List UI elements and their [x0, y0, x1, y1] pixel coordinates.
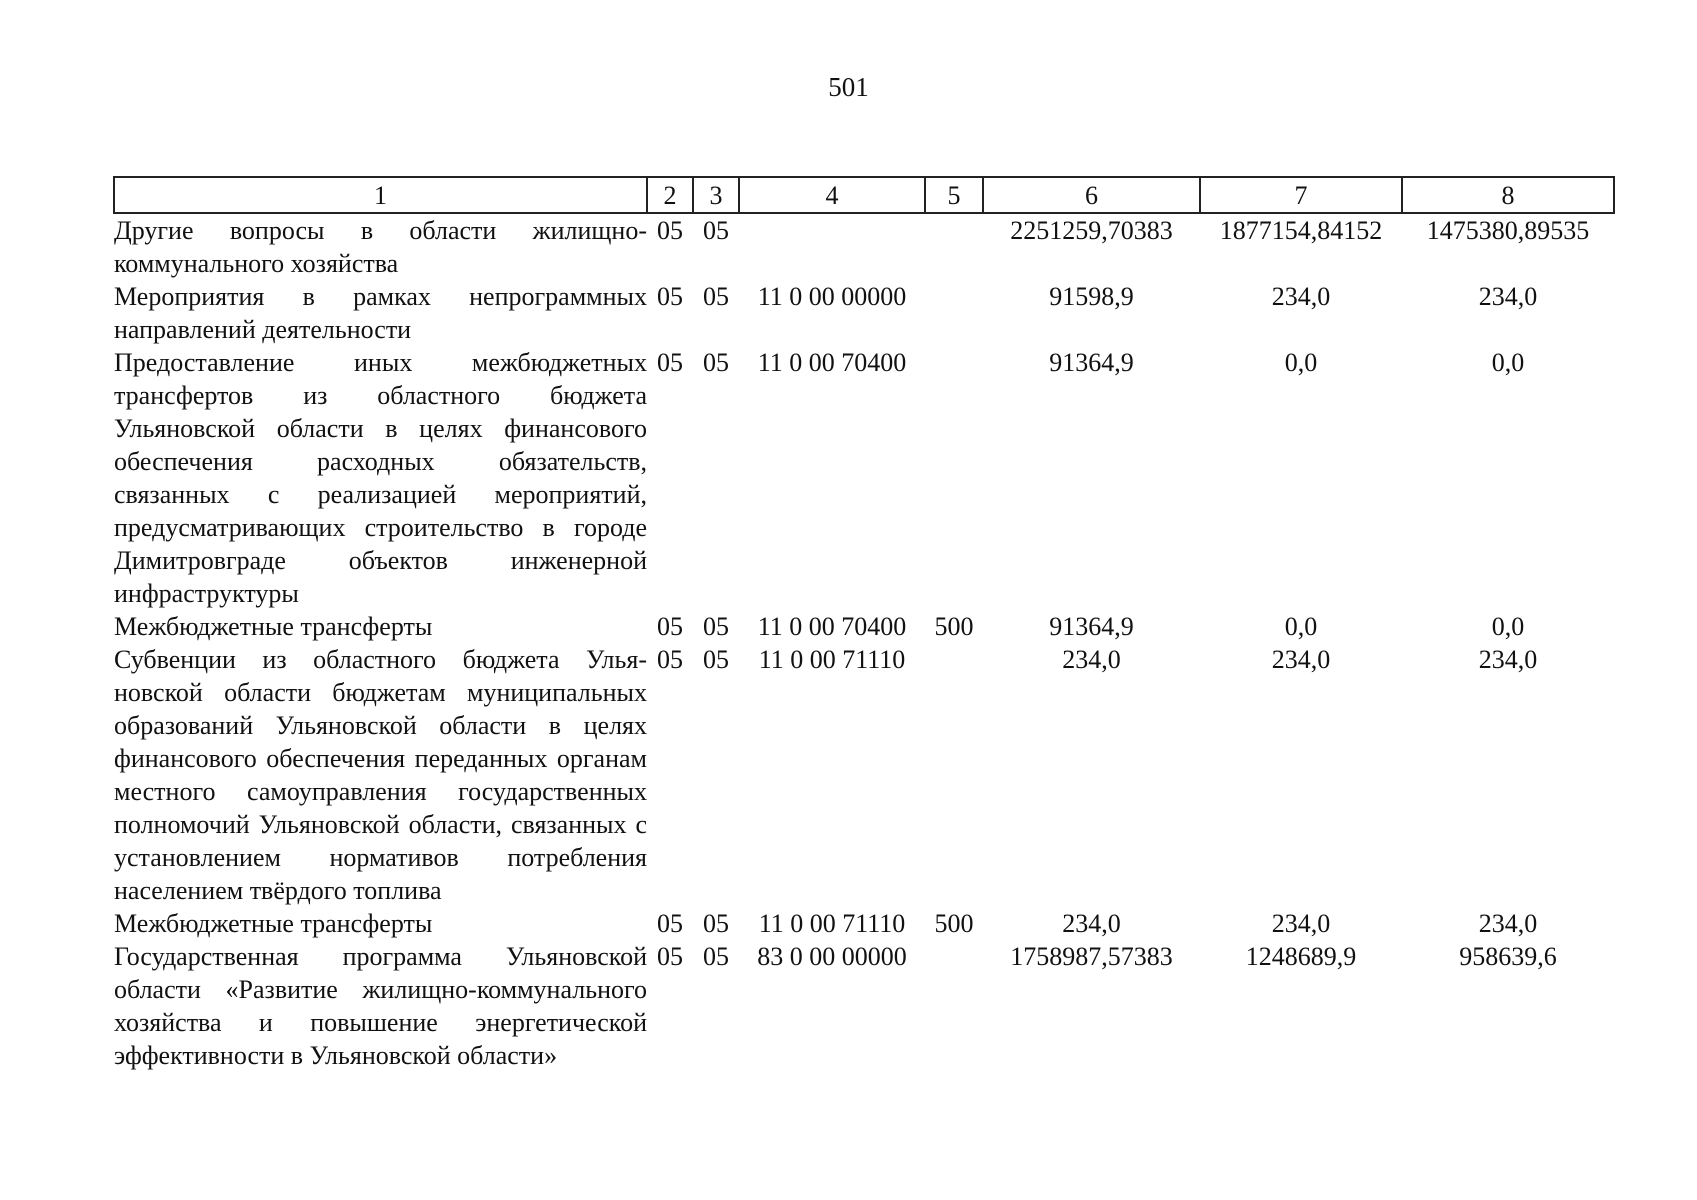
budget-table	[113, 176, 1615, 1072]
row-name: Предоставление иных межбюджетных трансфертов из областного бюджета Ульяновской области в целях финансового обеспечения расходных обязательств, связанных с реализацией мероприятий, предусматривающих строительство в городе Димитровграде объектов инженерной инфраструктуры	[114, 348, 647, 608]
row-name: Другие вопросы в области жилищно-коммунального хозяйства	[114, 216, 647, 278]
row-value-8: 234,0	[1478, 909, 1538, 938]
row-expense-type: 500	[934, 909, 974, 938]
row-subsection: 05	[703, 282, 729, 311]
col-header-5: 5	[925, 177, 983, 213]
row-value-7: 234,0	[1271, 909, 1331, 938]
row-section: 05	[657, 348, 683, 377]
row-expense-type	[925, 940, 983, 1072]
table-row	[114, 643, 1614, 907]
row-name: Субвенции из областного бюджета Ульяновской области бюджетам муниципальных образований Ульяновской области в целях финансового обеспечения переданных органам местного самоуправления государственных полномочий Ульяновской области, связанных с установлением нормативов потребления населением твёрдого топлива	[114, 645, 647, 905]
table-row	[114, 940, 1614, 1072]
table-row	[114, 907, 1614, 940]
table-row	[114, 280, 1614, 346]
row-value-6: 91364,9	[1049, 612, 1134, 641]
row-target-code: 11 0 00 71110	[758, 645, 906, 674]
col-header-6: 6	[983, 177, 1200, 213]
row-value-6: 91364,9	[1049, 348, 1134, 377]
row-expense-type	[925, 346, 983, 610]
row-target-code: 11 0 00 70400	[757, 348, 907, 377]
row-subsection: 05	[703, 909, 729, 938]
row-section: 05	[657, 909, 683, 938]
row-value-7: 234,0	[1271, 282, 1331, 311]
row-value-6: 1758987,57383	[1010, 942, 1173, 971]
row-name: Межбюджетные трансферты	[114, 612, 433, 641]
table-row	[114, 610, 1614, 643]
row-subsection: 05	[703, 942, 729, 971]
row-subsection: 05	[703, 645, 729, 674]
table-row	[114, 213, 1614, 280]
row-subsection: 05	[703, 612, 729, 641]
row-value-8: 0,0	[1491, 612, 1525, 641]
row-expense-type	[925, 643, 983, 907]
row-target-code: 11 0 00 71110	[758, 909, 906, 938]
row-expense-type	[925, 213, 983, 280]
row-target-code: 11 0 00 00000	[757, 282, 907, 311]
row-name: Государственная программа Ульяновской области «Развитие жилищно-коммунального хозяйства и повышение энергетической эффективности в Ульяновской области»	[114, 942, 647, 1070]
col-header-8: 8	[1402, 177, 1614, 213]
row-section: 05	[657, 216, 683, 245]
row-value-7: 1877154,84152	[1219, 216, 1383, 245]
header-row	[114, 177, 1614, 213]
row-value-7: 0,0	[1284, 612, 1318, 641]
row-name: Мероприятия в рамках непрограммных направлений деятельности	[114, 282, 647, 344]
row-value-8: 234,0	[1478, 282, 1538, 311]
row-value-6: 234,0	[1062, 645, 1121, 674]
row-expense-type: 500	[934, 612, 974, 641]
row-subsection: 05	[703, 348, 729, 377]
row-name: Межбюджетные трансферты	[114, 909, 433, 938]
row-section: 05	[657, 282, 683, 311]
col-header-1: 1	[114, 177, 647, 213]
row-section: 05	[657, 942, 683, 971]
row-value-8: 958639,6	[1459, 942, 1557, 971]
row-section: 05	[657, 645, 683, 674]
row-value-8: 1475380,89535	[1426, 216, 1590, 245]
row-value-6: 2251259,70383	[1010, 216, 1173, 245]
row-section: 05	[657, 612, 683, 641]
row-target-code: 11 0 00 70400	[757, 612, 907, 641]
row-value-7: 234,0	[1271, 645, 1331, 674]
col-header-7: 7	[1200, 177, 1402, 213]
row-value-8: 0,0	[1491, 348, 1525, 377]
row-value-8: 234,0	[1478, 645, 1538, 674]
row-value-6: 91598,9	[1049, 282, 1134, 311]
col-header-2: 2	[647, 177, 693, 213]
page-number: 501	[828, 72, 869, 102]
row-target-code	[739, 213, 925, 280]
table-row	[114, 346, 1614, 610]
col-header-3: 3	[693, 177, 739, 213]
row-value-6: 234,0	[1062, 909, 1121, 938]
col-header-4: 4	[739, 177, 925, 213]
row-expense-type	[925, 280, 983, 346]
row-value-7: 0,0	[1284, 348, 1318, 377]
row-value-7: 1248689,9	[1245, 942, 1357, 971]
row-target-code: 83 0 00 00000	[757, 942, 907, 971]
row-subsection: 05	[703, 216, 729, 245]
